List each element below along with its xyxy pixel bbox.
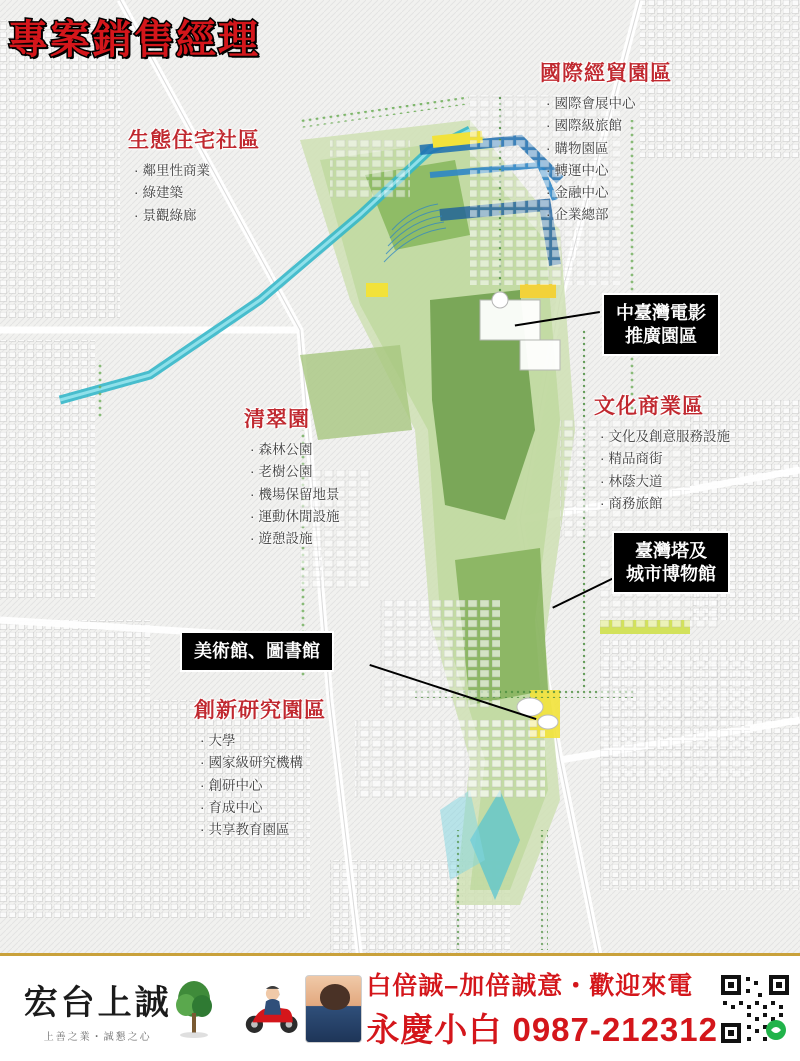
group-items bbox=[134, 160, 260, 227]
page-title: 專案銷售經理 bbox=[8, 17, 260, 63]
list-item: · 共享教育園區 bbox=[200, 819, 326, 841]
callout-line: 城市博物館 bbox=[626, 563, 716, 584]
group-items bbox=[200, 730, 326, 841]
label-group-qingcui-park bbox=[244, 403, 340, 550]
group-title: 清翠園 bbox=[244, 408, 310, 431]
group-items bbox=[600, 426, 730, 515]
list-item: · 創研中心 bbox=[200, 775, 326, 797]
agent-photo bbox=[305, 975, 363, 1043]
list-item: · 國際級旅館 bbox=[546, 115, 672, 137]
group-items bbox=[546, 93, 672, 227]
list-item: · 林蔭大道 bbox=[600, 471, 730, 493]
list-item: · 機場保留地景 bbox=[250, 484, 340, 506]
company-name: 宏台上誠 bbox=[23, 982, 172, 1023]
list-item: · 老樹公園 bbox=[250, 461, 340, 483]
group-title: 創新研究園區 bbox=[194, 699, 326, 722]
callout-line: 美術館、圖書館 bbox=[194, 641, 320, 661]
list-item: · 遊憩設施 bbox=[250, 528, 340, 550]
contact-block bbox=[362, 966, 718, 1051]
qr-block bbox=[718, 972, 800, 1046]
group-title: 文化商業區 bbox=[594, 395, 704, 418]
list-item: · 景觀綠廊 bbox=[134, 205, 260, 227]
group-title: 生態住宅社區 bbox=[128, 129, 260, 152]
list-item: · 國際會展中心 bbox=[546, 93, 672, 115]
label-group-international-trade-park bbox=[540, 57, 672, 227]
scooter-illustration bbox=[241, 981, 300, 1037]
company-brand-block bbox=[0, 975, 239, 1043]
list-item: · 文化及創意服務設施 bbox=[600, 426, 730, 448]
list-item: · 運動休閒設施 bbox=[250, 506, 340, 528]
list-item: · 商務旅館 bbox=[600, 493, 730, 515]
list-item: · 大學 bbox=[200, 730, 326, 752]
qr-code-icon[interactable] bbox=[718, 972, 792, 1046]
list-item: · 金融中心 bbox=[546, 182, 672, 204]
list-item: · 轉運中心 bbox=[546, 160, 672, 182]
list-item: · 企業總部 bbox=[546, 204, 672, 226]
list-item: · 精品商街 bbox=[600, 448, 730, 470]
callout-taiwan-tower-museum bbox=[614, 533, 728, 592]
label-group-cultural-commercial bbox=[594, 390, 730, 515]
callout-film-promotion-park bbox=[604, 295, 718, 354]
label-group-eco-residential bbox=[128, 124, 260, 227]
agent-phone[interactable]: 永慶小白 0987-212312 bbox=[366, 1011, 718, 1048]
list-item: · 購物園區 bbox=[546, 138, 672, 160]
group-title: 國際經貿園區 bbox=[540, 62, 672, 85]
footer-bar bbox=[0, 953, 800, 1061]
list-item: · 綠建築 bbox=[134, 182, 260, 204]
list-item: · 森林公園 bbox=[250, 439, 340, 461]
list-item: · 國家級研究機構 bbox=[200, 752, 326, 774]
tree-logo-icon bbox=[172, 979, 216, 1039]
list-item: · 育成中心 bbox=[200, 797, 326, 819]
company-tagline: 上善之業・誠懇之心 bbox=[43, 1031, 152, 1043]
label-group-innovation-research-park bbox=[194, 694, 326, 841]
callout-art-museum-library bbox=[182, 633, 332, 670]
callout-line: 中臺灣電影 bbox=[616, 303, 706, 323]
list-item: · 鄰里性商業 bbox=[134, 160, 260, 182]
callout-line: 臺灣塔及 bbox=[635, 541, 707, 561]
group-items bbox=[250, 439, 340, 550]
callout-line: 推廣園區 bbox=[625, 325, 697, 346]
agent-headline: 白倍誠–加倍誠意・歡迎來電 bbox=[366, 972, 694, 1000]
